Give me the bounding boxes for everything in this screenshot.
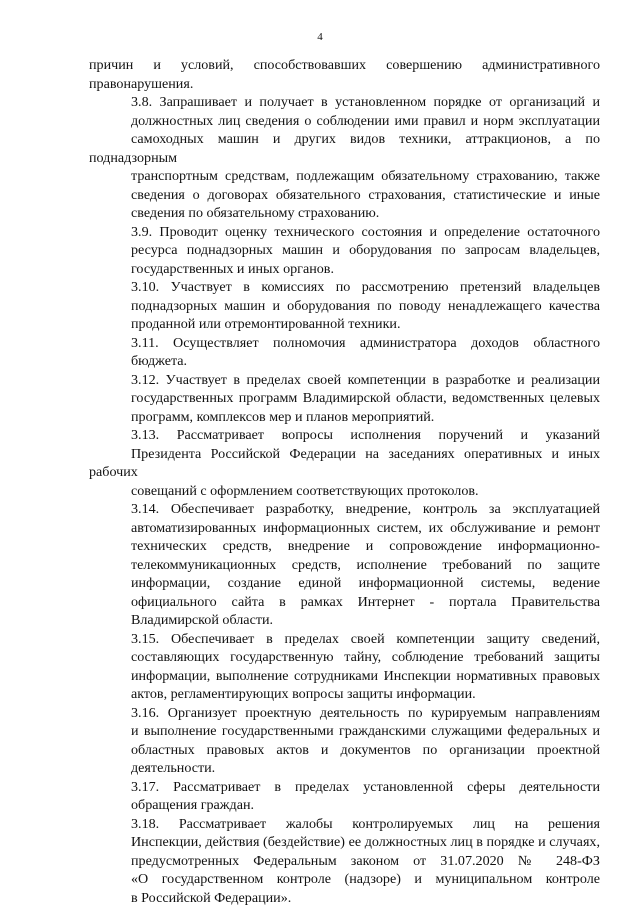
paragraph <box>89 704 600 778</box>
text-line: транспортным средствам, подлежащим обязательному страхованию, также <box>89 167 600 186</box>
page-number: 4 <box>0 31 640 44</box>
text-line: Инспекции, действия (бездействие) ее должностных лиц в порядке и случаях, <box>89 833 600 852</box>
text-line: составляющих государственную тайну, соблюдение требований защиты <box>89 648 600 667</box>
paragraph <box>89 223 600 279</box>
text-line: 3.13. Рассматривает вопросы исполнения поручений и указаний <box>89 426 600 445</box>
paragraph <box>89 778 600 815</box>
text-line: «О государственном контроле (надзоре) и муниципальном контроле <box>89 870 600 889</box>
text-line: самоходных машин и других видов техники, аттракционов, а по поднадзорным <box>89 130 600 167</box>
text-line: телекоммуникационных средств, исполнение требований по защите <box>89 556 600 575</box>
text-line: государственных программ Владимирской области, ведомственных целевых <box>89 389 600 408</box>
text-line: автоматизированных информационных систем, их обслуживание и ремонт <box>89 519 600 538</box>
text-line: 3.10. Участвует в комиссиях по рассмотрению претензий владельцев <box>89 278 600 297</box>
text-line: 3.12. Участвует в пределах своей компетенции в разработке и реализации <box>89 371 600 390</box>
text-line: 3.8. Запрашивает и получает в установленном порядке от организаций и <box>89 93 600 112</box>
text-line: причин и условий, способствовавших совершению административного <box>89 56 600 75</box>
text-line: 3.18. Рассматривает жалобы контролируемых лиц на решения <box>89 815 600 834</box>
text-line: в Российской Федерации». <box>89 889 600 907</box>
text-line: деятельности. <box>89 759 600 778</box>
text-line: официального сайта в рамках Интернет - портала Правительства <box>89 593 600 612</box>
paragraph <box>89 278 600 334</box>
text-line: бюджета. <box>89 352 600 371</box>
text-line: сведения по обязательному страхованию. <box>89 204 600 223</box>
text-line: 3.17. Рассматривает в пределах установленной сферы деятельности <box>89 778 600 797</box>
paragraph <box>89 371 600 427</box>
document-body <box>89 56 600 907</box>
text-line: областных правовых актов и документов по организации проектной <box>89 741 600 760</box>
text-line: ресурса поднадзорных машин и оборудования по запросам владельцев, <box>89 241 600 260</box>
paragraph <box>89 93 600 223</box>
text-line: 3.9. Проводит оценку технического состояния и определение остаточного <box>89 223 600 242</box>
text-line: должностных лиц сведения о соблюдении ими правил и норм эксплуатации <box>89 112 600 131</box>
text-line: поднадзорных машин и оборудования по поводу ненадлежащего качества <box>89 297 600 316</box>
text-line: 3.11. Осуществляет полномочия администратора доходов областного <box>89 334 600 353</box>
paragraph <box>89 56 600 93</box>
text-line: обращения граждан. <box>89 796 600 815</box>
text-line: проданной или отремонтированной техники. <box>89 315 600 334</box>
text-line: актов, регламентирующих вопросы защиты информации. <box>89 685 600 704</box>
text-line: Президента Российской Федерации на заседаниях оперативных и иных рабочих <box>89 445 600 482</box>
paragraph <box>89 500 600 630</box>
text-line: технических средств, внедрение и сопровождение информационно- <box>89 537 600 556</box>
text-line: государственных и иных органов. <box>89 260 600 279</box>
paragraph <box>89 815 600 907</box>
text-line: 3.14. Обеспечивает разработку, внедрение, контроль за эксплуатацией <box>89 500 600 519</box>
text-line: совещаний с оформлением соответствующих протоколов. <box>89 482 600 501</box>
text-line: информации, создание единой информационной системы, ведение <box>89 574 600 593</box>
text-line: 3.15. Обеспечивает в пределах своей компетенции защиту сведений, <box>89 630 600 649</box>
text-line: и выполнение государственными гражданскими служащими федеральных и <box>89 722 600 741</box>
text-line: 3.16. Организует проектную деятельность по курируемым направлениям <box>89 704 600 723</box>
text-line: сведения о договорах обязательного страхования, статистические и иные <box>89 186 600 205</box>
text-line: программ, комплексов мер и планов мероприятий. <box>89 408 600 427</box>
text-line: правонарушения. <box>89 75 600 94</box>
text-line: предусмотренных Федеральным законом от 31.07.2020 № 248-ФЗ <box>89 852 600 871</box>
text-line: информации, выполнение сотрудниками Инспекции нормативных правовых <box>89 667 600 686</box>
paragraph <box>89 426 600 500</box>
paragraph <box>89 630 600 704</box>
text-line: Владимирской области. <box>89 611 600 630</box>
paragraph <box>89 334 600 371</box>
